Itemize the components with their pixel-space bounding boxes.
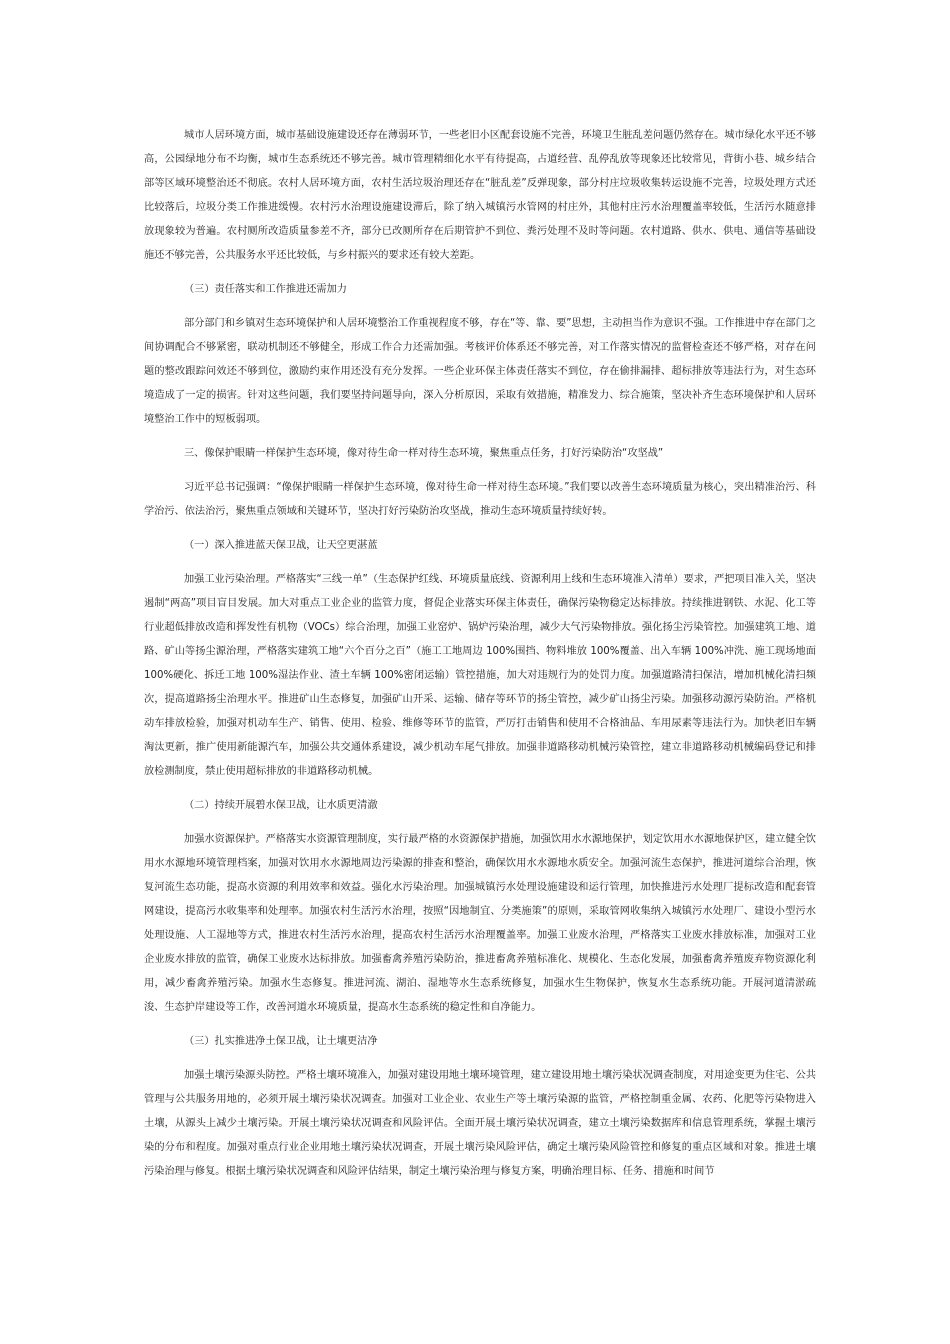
paragraph-responsibility: 部分部门和乡镇对生态环境保护和人居环境整治工作重视程度不够，存在“等、靠、要”思想，主动担当作为意识不强。工作推进中存在部门之间协调配合不够紧密，联动机制还不够健全，形成工作合力还需加强。考核评价体系还不够完善，对工作落实情况的监督检查还不够严格，对存在问题的整改跟踪问效还不够到位，激励约束作用还没有充分发挥。一些企业环保主体责任落实不到位，存在偷排漏排、超标排放等违法行为，对生态环境造成了一定的损害。针对这些问题，我们要坚持问题导向，深入分析原因，采取有效措施，精准发力、综合施策，坚决补齐生态环境保护和人居环境整治工作中的短板弱项。	[144, 318, 816, 425]
document-page	[144, 124, 816, 1184]
paragraph-clear-water: 加强水资源保护。严格落实水资源管理制度，实行最严格的水资源保护措施，加强饮用水水源地保护，划定饮用水水源地保护区，建立健全饮用水水源地环境管理档案，加强对饮用水水源地周边污染源的排查和整治，确保饮用水水源地水质安全。加强河流生态保护，推进河道综合治理，恢复河流生态功能，提高水资源的利用效率和效益。强化水污染治理。加强城镇污水处理设施建设和运行管理，加快推进污水处理厂提标改造和配套管网建设，提高污水收集率和处理率。加强农村生活污水治理，按照“因地制宜、分类施策”的原则，采取管网收集纳入城镇污水处理厂、建设小型污水处理设施、人工湿地等方式，推进农村生活污水治理，提高农村生活污水治理覆盖率。加强工业废水治理，严格落实工业废水排放标准，加强对工业企业废水排放的监管，确保工业废水达标排放。加强畜禽养殖污染防治，推进畜禽养殖标准化、规模化、生态化发展，加强畜禽养殖废弃物资源化利用，减少畜禽养殖污染。加强水生态修复。推进河流、湖泊、湿地等水生态系统修复，加强水生生物保护，恢复水生态系统功能。开展河道清淤疏浚、生态护岸建设等工作，改善河道水环境质量，提高水生态系统的稳定性和自净能力。	[144, 834, 816, 1013]
subheading-clear-water: （二）持续开展碧水保卫战，让水质更清澈	[184, 800, 378, 811]
paragraph-urban-rural-environment: 城市人居环境方面，城市基础设施建设还存在薄弱环节，一些老旧小区配套设施不完善，环境卫生脏乱差问题仍然存在。城市绿化水平还不够高，公园绿地分布不均衡，城市生态系统还不够完善。城市管理精细化水平有待提高，占道经营、乱停乱放等现象还比较常见，背街小巷、城乡结合部等区域环境整治还不彻底。农村人居环境方面，农村生活垃圾治理还存在“脏乱差”反弹现象，部分村庄垃圾收集转运设施不完善，垃圾处理方式还比较落后，垃圾分类工作推进缓慢。农村污水治理设施建设滞后，除了纳入城镇污水管网的村庄外，其他村庄污水治理覆盖率较低，生活污水随意排放现象较为普遍。农村厕所改造质量参差不齐，部分已改厕所存在后期管护不到位、粪污处理不及时等问题。农村道路、供水、供电、通信等基础设施还不够完善，公共服务水平还比较低，与乡村振兴的要求还有较大差距。	[144, 130, 816, 261]
subheading-blue-sky: （一）深入推进蓝天保卫战，让天空更湛蓝	[184, 540, 378, 551]
paragraph-blue-sky: 加强工业污染治理。严格落实“三线一单”（生态保护红线、环境质量底线、资源利用上线和生态环境准入清单）要求，严把项目准入关，坚决遏制“两高”项目盲目发展。加大对重点工业企业的监管力度，督促企业落实环保主体责任，确保污染物稳定达标排放。持续推进钢铁、水泥、化工等行业超低排放改造和挥发性有机物（VOCs）综合治理，加强工业窑炉、锅炉污染治理，减少大气污染物排放。强化扬尘污染管控。加强建筑工地、道路、矿山等扬尘源治理，严格落实建筑工地“六个百分之百”（施工工地周边 100%围挡、物料堆放 100%覆盖、出入车辆 100%冲洗、施工现场地面 100%硬化、拆迁工地 100%湿法作业、渣土车辆 100%密闭运输）管控措施，加大对违规行为的处罚力度。加强道路清扫保洁，增加机械化清扫频次，提高道路扬尘治理水平。推进矿山生态修复，加强矿山开采、运输、储存等环节的扬尘管控，减少矿山扬尘污染。加强移动源污染防治。严格机动车排放检验，加强对机动车生产、销售、使用、检验、维修等环节的监管，严厉打击销售和使用不合格油品、车用尿素等违法行为。加快老旧车辆淘汰更新，推广使用新能源汽车，加强公共交通体系建设，减少机动车尾气排放。加强非道路移动机械污染管控，建立非道路移动机械编码登记和排放检测制度，禁止使用超标排放的非道路移动机械。	[144, 574, 816, 777]
subheading-clean-soil: （三）扎实推进净土保卫战，让土壤更洁净	[184, 1036, 378, 1047]
paragraph-clean-soil: 加强土壤污染源头防控。严格土壤环境准入，加强对建设用地土壤环境管理，建立建设用地土壤污染状况调查制度，对用途变更为住宅、公共管理与公共服务用地的，必须开展土壤污染状况调查。加强对工业企业、农业生产等土壤污染源的监管，严格控制重金属、农药、化肥等污染物进入土壤，从源头上减少土壤污染。开展土壤污染状况调查和风险评估。全面开展土壤污染状况调查，建立土壤污染数据库和信息管理系统，掌握土壤污染的分布和程度。加强对重点行业企业用地土壤污染状况调查，开展土壤污染风险评估，确定土壤污染风险管控和修复的重点区域和对象。推进土壤污染治理与修复。根据土壤污染状况调查和风险评估结果，制定土壤污染治理与修复方案，明确治理目标、任务、措施和时间节	[144, 1070, 816, 1177]
subheading-responsibility: （三）责任落实和工作推进还需加力	[184, 284, 347, 295]
paragraph-quote: 习近平总书记强调：“像保护眼睛一样保护生态环境，像对待生命一样对待生态环境。”我们要以改善生态环境质量为核心，突出精准治污、科学治污、依法治污，聚焦重点领域和关键环节，坚决打好污染防治攻坚战，推动生态环境质量持续好转。	[144, 482, 816, 517]
section-heading-three: 三、像保护眼睛一样保护生态环境，像对待生命一样对待生态环境，聚焦重点任务，打好污染防治“攻坚战”	[184, 448, 664, 459]
